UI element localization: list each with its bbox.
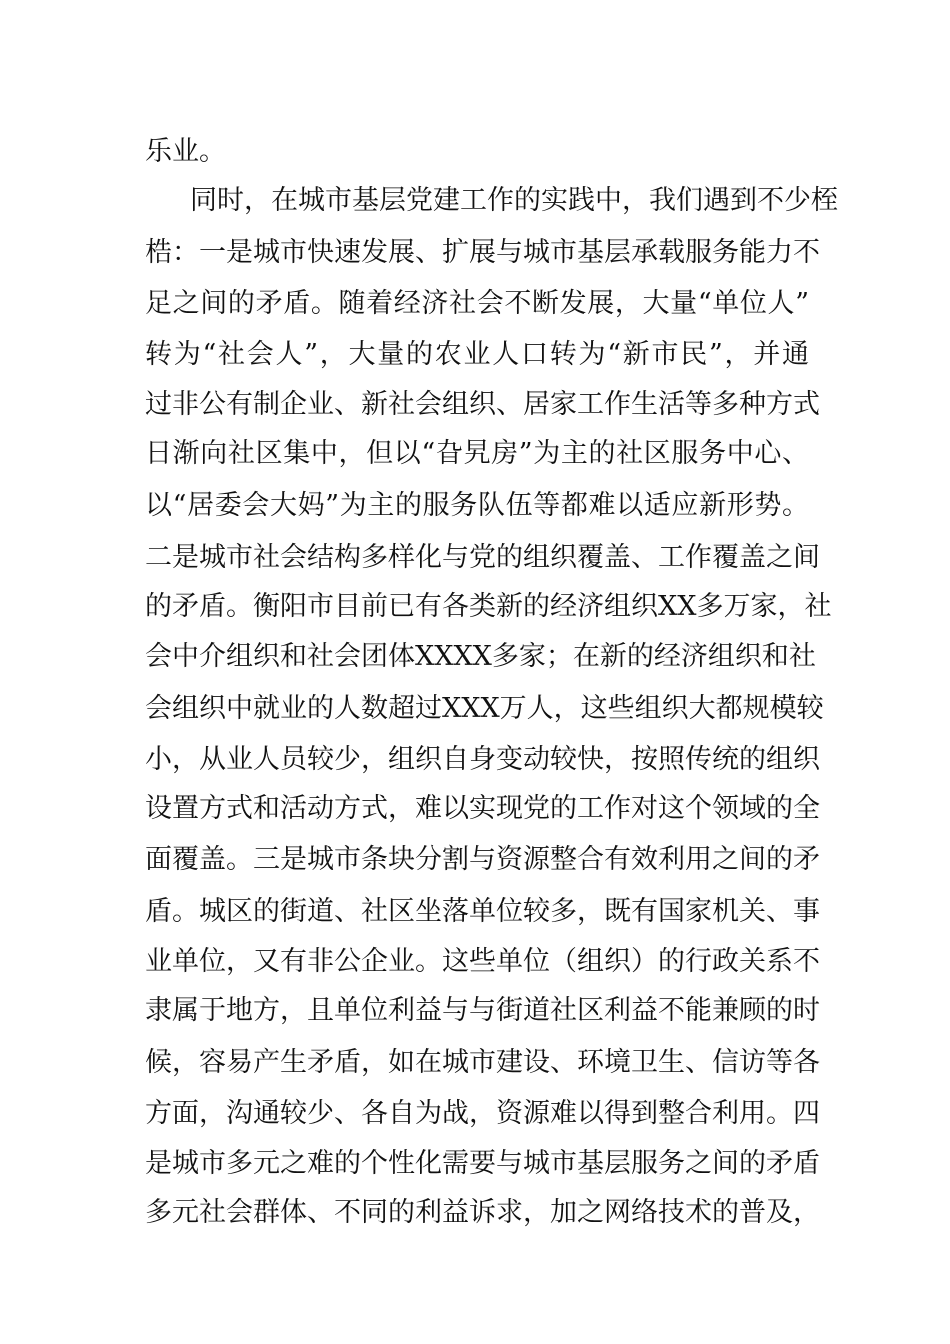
- text-line: 多元社会群体、不同的利益诉求，加之网络技术的普及，: [145, 1197, 820, 1228]
- text-line: 转为“社会人”，大量的农业人口转为“新市民”，并通: [145, 339, 809, 370]
- text-line: 面覆盖。三是城市条块分割与资源整合有效利用之间的矛: [145, 844, 820, 875]
- text-line: 设置方式和活动方式，难以实现党的工作对这个领域的全: [145, 793, 820, 824]
- text-line: 隶属于地方，且单位利益与与街道社区利益不能兼顾的时: [145, 995, 820, 1026]
- text-line: 梏：一是城市快速发展、扩展与城市基层承载服务能力不: [145, 237, 820, 268]
- text-line: 是城市多元之难的个性化需要与城市基层服务之间的矛盾: [145, 1148, 820, 1179]
- text-line: 盾。城区的街道、社区坐落单位较多，既有国家机关、事: [145, 896, 820, 927]
- text-line: 小，从业人员较少，组织自身变动较快，按照传统的组织: [145, 744, 820, 775]
- text-line: 日渐向社区集中，但以“旮旯房”为主的社区服务中心、: [145, 438, 809, 469]
- text-line: 会中介组织和社会团体XXXX多家；在新的经济组织和社: [145, 641, 816, 672]
- text-line: 会组织中就业的人数超过XXX万人，这些组织大都规模较: [145, 693, 824, 724]
- text-line: 候，容易产生矛盾，如在城市建设、环境卫生、信访等各: [145, 1047, 820, 1078]
- text-line: 方面，沟通较少、各自为战，资源难以得到整合利用。四: [145, 1098, 820, 1129]
- text-line: 以“居委会大妈”为主的服务队伍等都难以适应新形势。: [145, 490, 809, 521]
- text-line: 过非公有制企业、新社会组织、居家工作生活等多种方式: [145, 389, 820, 420]
- text-line: 二是城市社会结构多样化与党的组织覆盖、工作覆盖之间: [145, 542, 820, 573]
- text-line: 乐业。: [145, 136, 226, 167]
- text-line: 足之间的矛盾。随着经济社会不断发展，大量“单位人”: [145, 288, 809, 319]
- text-line: 的矛盾。衡阳市目前已有各类新的经济组织XX多万家，社: [145, 591, 832, 622]
- text-line: 业单位，又有非公企业。这些单位（组织）的行政关系不: [145, 946, 820, 977]
- text-line: 同时，在城市基层党建工作的实践中，我们遇到不少桎: [190, 185, 838, 216]
